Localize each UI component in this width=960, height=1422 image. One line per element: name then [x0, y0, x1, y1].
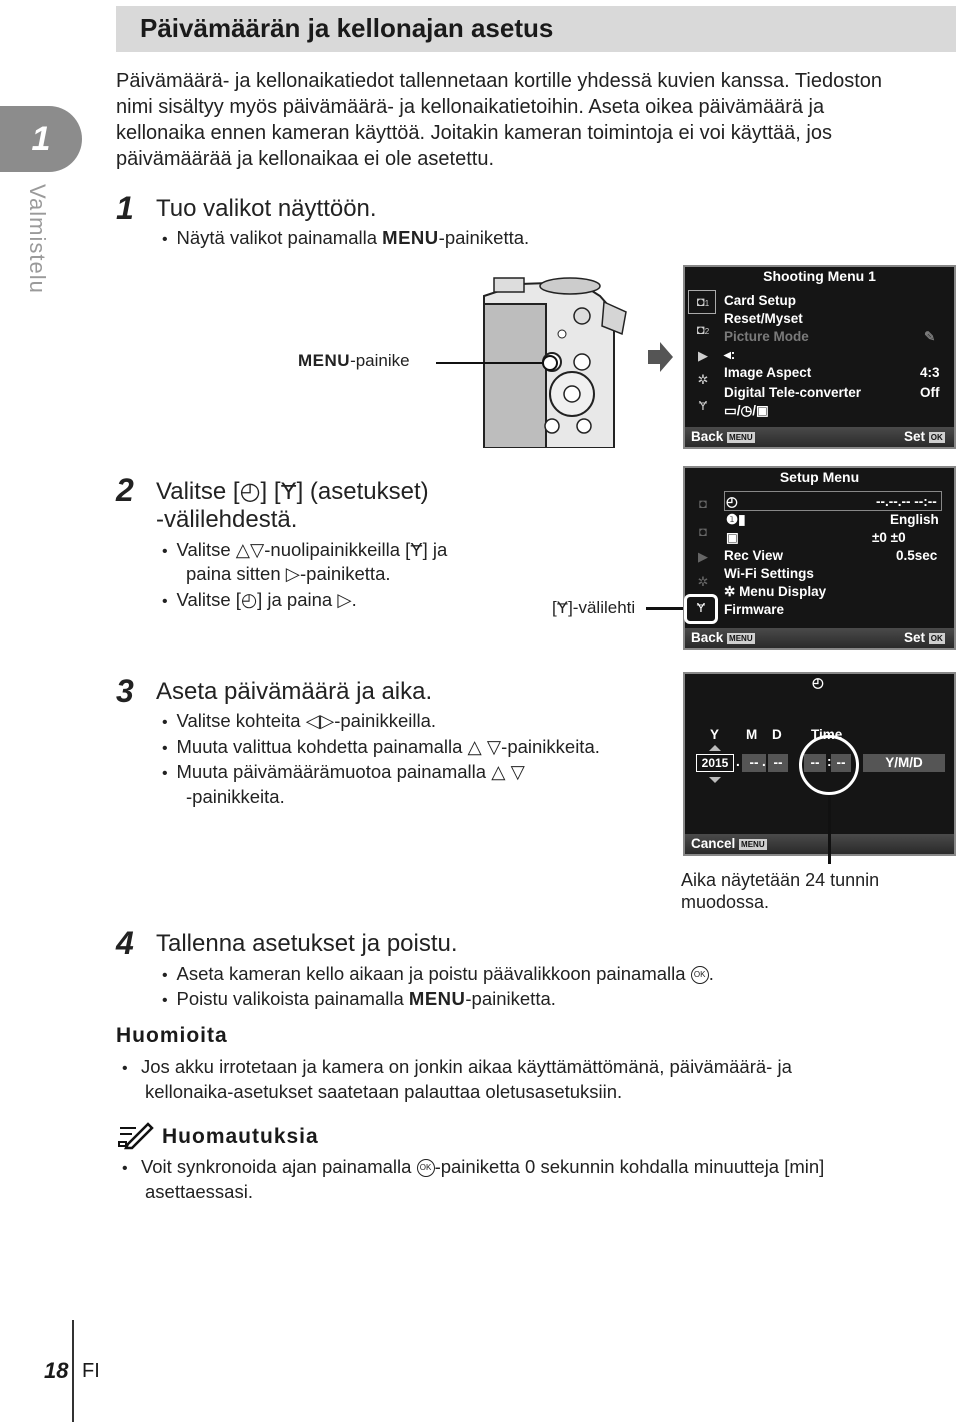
step-4-number: 4: [116, 925, 134, 961]
month-column-label: M: [746, 727, 758, 742]
time-format-note-line: Aika näytetään 24 tunnin: [681, 870, 880, 890]
wrench-icon: Ɏ: [410, 539, 423, 560]
step-4-bullet-2: • Poistu valikoista painamalla MENU-painiketta.: [162, 988, 556, 1009]
date-format-field[interactable]: Y/M/D: [863, 754, 945, 772]
intro-line: kellonaika ennen kameran käyttöä. Joitakin kameran toimintoja ei voi käyttää, jos: [116, 122, 832, 144]
step-1-number: 1: [116, 190, 134, 226]
step-3-number: 3: [116, 673, 134, 709]
wrench-icon: Ɏ: [556, 598, 569, 617]
step-4-title: Tallenna asetukset ja poistu.: [156, 930, 458, 957]
clock-icon: ◴: [239, 478, 261, 505]
intro-line: nimi sisältyy myös päivämäärä- ja kellonaikatietoihin. Aseta oikea päivämäärä ja: [116, 96, 825, 118]
wrench-tab-callout: [Ɏ]-välilehti: [552, 598, 636, 617]
step-3-bullet-2: • Muuta valittua kohdetta painamalla △ ▽-painikkeita.: [162, 736, 600, 757]
custom-gears-icon: ✲: [697, 372, 709, 387]
note-bullet: • Voit synkronoida ajan painamalla OK -painiketta 0 sekunnin kohdalla minuutteja [min]: [122, 1156, 825, 1177]
callout-leader-line: [436, 362, 546, 364]
clock-icon: ◴: [812, 675, 824, 690]
camera-2-icon: ◘: [699, 524, 707, 539]
triangle-up-icon: △: [467, 736, 482, 757]
menu-row-digital-tele[interactable]: Digital Tele-converter: [724, 385, 862, 400]
menu-row-firmware[interactable]: Firmware: [724, 602, 785, 617]
custom-gears-icon: ✲: [697, 574, 709, 589]
camera-2-icon: ◘2: [696, 322, 710, 337]
cautions-heading: Huomioita: [116, 1024, 228, 1047]
step-4-bullet-1: • Aseta kameran kello aikaan ja poistu päävalikkoon painamalla OK .: [162, 963, 714, 984]
menu-button-highlight: [542, 355, 558, 371]
time-format-note-line: muodossa.: [681, 892, 770, 912]
back-hint: Back MENU: [691, 630, 753, 645]
page-title: Päivämäärän ja kellonajan asetus: [140, 13, 554, 43]
picture-mode-icon: ✎: [924, 329, 936, 344]
year-column-label: Y: [710, 727, 720, 742]
shooting-menu-title: Shooting Menu 1: [763, 268, 876, 284]
year-field[interactable]: 2015: [696, 754, 734, 772]
menu-row-image-aspect[interactable]: Image Aspect: [724, 365, 812, 380]
month-field[interactable]: --: [742, 754, 766, 772]
ok-button-icon: OK: [691, 966, 709, 984]
triangle-down-icon: ▽: [250, 539, 265, 560]
triangle-right-icon: ▷: [319, 710, 335, 731]
intro-line: päivämäärää ja kellonaikaa ei ole asetettu.: [116, 148, 495, 170]
menu-row-picture-mode[interactable]: Picture Mode: [724, 329, 809, 344]
menu-row-card-setup[interactable]: Card Setup: [724, 293, 797, 308]
time-separator: :: [827, 754, 832, 769]
time-column-label: Time: [811, 727, 843, 742]
step-2-bullet-1: • Valitse △▽-nuolipainikkeilla [Ɏ] ja: [162, 539, 448, 560]
up-arrow-icon: [709, 745, 721, 751]
image-aspect-value: 4:3: [920, 365, 940, 380]
wrench-icon: Ɏ: [696, 600, 706, 615]
intro-line: Päivämäärä- ja kellonaikatiedot tallennetaan kortille yhdessä kuvien kanssa. Tiedoston: [116, 70, 883, 92]
date-separator: .: [736, 754, 740, 769]
down-arrow-icon: [709, 777, 721, 783]
clock-icon: ◴: [240, 589, 258, 610]
step-3-title: Aseta päivämäärä ja aika.: [156, 678, 433, 705]
drive-mode-icon[interactable]: ▭/◷/▣: [724, 403, 769, 418]
triangle-up-icon: △: [491, 761, 506, 782]
minute-field[interactable]: --: [831, 754, 851, 772]
step-2-bullet-2: • Valitse [◴] ja paina ▷.: [162, 589, 357, 610]
wrench-icon: Ɏ: [698, 398, 708, 413]
triangle-right-icon: ▷: [337, 589, 352, 610]
digital-tele-value: Off: [920, 385, 940, 400]
triangle-up-icon: △: [235, 539, 251, 560]
caution-bullet: • Jos akku irrotetaan ja kamera on jonkin aikaa käyttämättömänä, päivämäärä- ja: [122, 1056, 792, 1077]
camera-1-icon: ◘: [699, 496, 707, 511]
menu-row-menu-display[interactable]: ✲ Menu Display: [724, 584, 827, 599]
step-1-bullet: • Näytä valikot painamalla MENU-painiketta.: [162, 227, 530, 248]
day-column-label: D: [772, 727, 782, 742]
gears-icon: ✲: [724, 584, 740, 599]
triangle-left-icon: ◁: [305, 710, 320, 731]
playback-icon: ▶: [698, 348, 708, 363]
date-separator: .: [762, 754, 766, 769]
footer-divider: [72, 1320, 74, 1422]
triangle-down-icon: ▽: [486, 736, 502, 757]
menu-row-wifi-settings[interactable]: Wi-Fi Settings: [724, 566, 814, 581]
pencil-note-icon: [116, 1120, 154, 1150]
rec-view-value: 0.5sec: [896, 548, 938, 563]
chapter-label: Valmistelu: [25, 184, 50, 294]
step-2-title-line2: -välilehdestä.: [156, 506, 298, 533]
menu-row-reset-myset[interactable]: Reset/Myset: [724, 311, 803, 326]
step-1-title: Tuo valikot näyttöön.: [156, 195, 377, 222]
wrench-icon: Ɏ: [280, 478, 297, 505]
step-3-bullet-1: • Valitse kohteita ◁▷-painikkeilla.: [162, 710, 436, 731]
datetime-clock-icon[interactable]: ◴: [726, 494, 738, 509]
note-bullet-cont: asettaessasi.: [145, 1181, 253, 1202]
ok-button-icon: OK: [417, 1159, 435, 1177]
day-field[interactable]: --: [768, 754, 788, 772]
set-hint: Set OK: [904, 630, 943, 645]
triangle-right-icon: ▷: [285, 563, 300, 584]
step-2-title: Valitse [◴] [Ɏ] (asetukset): [156, 478, 429, 505]
notes-heading: Huomautuksia: [162, 1125, 319, 1148]
step-2-number: 2: [116, 472, 134, 508]
triangle-down-icon: ▽: [510, 761, 525, 782]
datetime-value: --.--.-- --:--: [876, 494, 937, 509]
time-format-note: [681, 869, 879, 913]
callout-leader-line: [646, 607, 684, 610]
menu-button-callout: MENU-painike: [298, 351, 410, 370]
playback-icon: ▶: [698, 549, 708, 564]
language-value: English: [890, 512, 939, 527]
hour-field[interactable]: --: [804, 754, 826, 772]
step-3-bullet-3: • Muuta päivämäärämuotoa painamalla △ ▽: [162, 761, 525, 782]
monitor-adjust-icon[interactable]: ▣: [726, 530, 739, 545]
intro-paragraph: [116, 68, 956, 172]
language-icon[interactable]: ❶▮: [726, 512, 746, 527]
set-hint: Set OK: [904, 429, 943, 444]
language-code: FI: [82, 1360, 100, 1382]
chapter-number: 1: [31, 120, 51, 158]
back-hint: Back MENU: [691, 429, 753, 444]
step-3-bullet-3-cont: -painikkeita.: [186, 786, 285, 807]
arrow-right-icon: [646, 342, 674, 372]
callout-leader-line: [828, 796, 831, 864]
time-highlight-circle: [799, 735, 859, 795]
menu-row-rec-view[interactable]: Rec View: [724, 548, 784, 563]
monitor-adjust-value: ±0 ±0: [872, 530, 906, 545]
cancel-hint: Cancel MENU: [691, 836, 765, 851]
step-2-bullet-1-cont: paina sitten ▷-painiketta.: [186, 563, 391, 584]
caution-bullet-cont: kellonaika-asetukset saatetaan palauttaa oletusasetuksiin.: [145, 1081, 623, 1102]
setup-menu-title: Setup Menu: [779, 469, 860, 485]
image-quality-icon[interactable]: ◂:: [724, 347, 736, 362]
camera-1-icon: ◘1: [696, 294, 710, 309]
page-number: 18: [44, 1358, 69, 1383]
